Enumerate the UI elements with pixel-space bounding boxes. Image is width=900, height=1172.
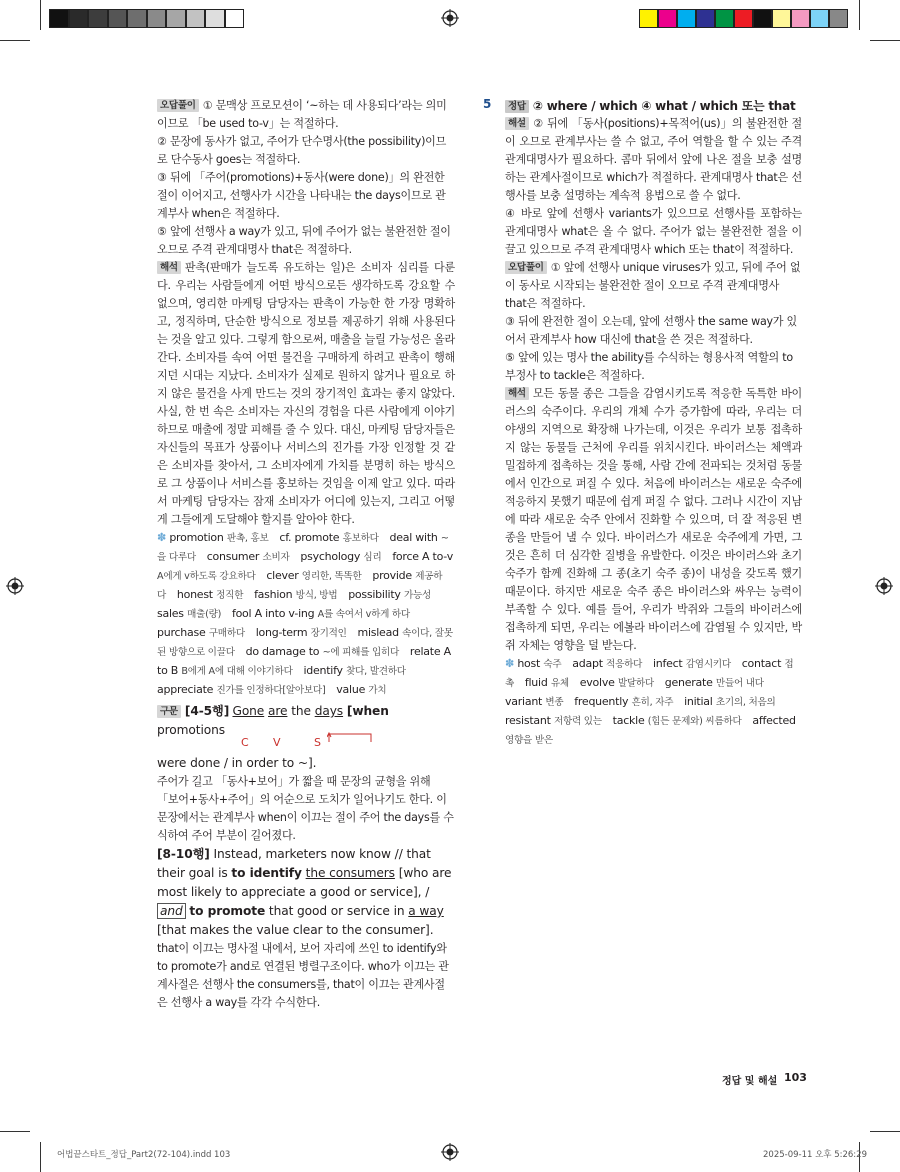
explanation-item: ③ 뒤에 완전한 절이 오는데, 앞에 선행사 the same way가 있어서 관계부사 how 대신에 that을 쓴 것은 적절하다. xyxy=(505,315,798,346)
grammar-explanation-2: that이 이끄는 명사절 내에서, 보어 자리에 쓰인 to identify와 to promote가 and로 연결된 병렬구조이다. who가 이끄는 관계사절은 선행사 the consumers를, that이 이끄는 관계사절은 선행사 a way를 각각 수식한다. xyxy=(157,942,449,1009)
gray-swatch xyxy=(186,9,206,28)
vocab-meaning: 찾다, 발견하다 xyxy=(346,666,406,677)
vocab-meaning: 접촉 xyxy=(505,659,794,689)
vocab-meaning: A를 속여서 v하게 하다 xyxy=(317,609,410,620)
vocab-meaning: 방식, 방법 xyxy=(295,590,338,601)
translation-tag: 해석 xyxy=(505,387,529,400)
translation-paragraph: 해석 판촉(판매가 늘도록 유도하는 일)은 소비자 심리를 다룬다. 우리는 사람들에게 어떤 방식으로든 생각하도록 강요할 수 없으며, 영리한 마케팅 담당자는 판촉이 가능한 한 가장 명확하고, 정직하며, 단순한 방식으로 정보를 제공하기 위해 사용된다는 것을 알고 있다. 그렇게 함으로써, 매출을 늘릴 가능성은 올라간다. 소비자를 속여 어떤 물건을 구매하게 하려고 판촉이 행해지던 시대는 지났다. 소비자가 실제로 원하지 않거나 필요로 하지 않은 물건을 사게 만드는 것의 장기적인 효과는 좋지 않았다. 사실, 한 번 속은 소비자는 자신의 경험을 다른 사람에게 이야기하므로 매출에 정말 피해를 줄 수 있다. 대신, 마케팅 담당자들은 자신들의 목표가 상품이나 서비스의 진가를 가장 인정할 것 같은 소비자를 찾아서, 그 소비자에게 가치를 분명히 하는 방식으로 그 상품이나 서비스를 홍보하는 것임을 이제 알고 있다. 따라서 마케팅 담당자는 잠재 소비자가 어디에 있는지, 그리고 어떻게 그들에게 도달해야 할지를 알아야 한다. xyxy=(157,261,455,526)
vocab-meaning: 가능성 xyxy=(403,590,431,601)
vocab-term: tackle xyxy=(612,714,645,727)
gray-swatch xyxy=(88,9,108,28)
gray-swatch xyxy=(166,9,186,28)
vocab-meaning: 매출(량) xyxy=(187,609,222,620)
vocab-term: contact xyxy=(741,657,782,670)
vocab-term: initial xyxy=(684,695,713,708)
vocab-meaning: 홍보하다 xyxy=(342,533,379,544)
vocab-meaning: 숙주 xyxy=(543,659,562,670)
vocab-meaning: 가치 xyxy=(368,685,387,696)
vocabulary-list xyxy=(157,529,455,700)
vocab-meaning: B에게 A에 대해 이야기하다 xyxy=(181,666,293,677)
gray-swatch xyxy=(147,9,167,28)
wrong-answer-note: 오답풀이 ① 문맥상 프로모션이 ‘~하는 데 사용되다’라는 의미이므로 「be used to-v」는 적절하다. xyxy=(157,99,447,130)
gray-swatch xyxy=(225,9,245,28)
vocab-meaning: 영리한, 똑똑한 xyxy=(301,571,362,582)
explanation-item: ⑤ 앞에 있는 명사 the ability를 수식하는 형용사적 역할의 to부정사 to tackle은 적절하다. xyxy=(505,351,793,382)
wrong-answer-tag: 오답풀이 xyxy=(505,261,547,274)
registration-mark-icon xyxy=(441,9,459,27)
timestamp: 2025-09-11 오후 5:26:29 xyxy=(763,1150,867,1160)
explanation-item: ② 문장에 동사가 없고, 주어가 단수명사(the possibility)이므로 단수동사 goes는 적절하다. xyxy=(157,135,447,166)
translation-tag: 해석 xyxy=(157,261,181,274)
vocab-term: sales xyxy=(157,607,184,620)
vocab-meaning: 정직한 xyxy=(216,590,244,601)
vocab-meaning: 구매하다 xyxy=(208,628,245,639)
vocab-meaning: 발달하다 xyxy=(617,678,654,689)
page-number: 103 xyxy=(784,1071,807,1084)
annotation-arrow-icon xyxy=(327,732,373,744)
vocab-term: frequently xyxy=(574,695,629,708)
vocab-meaning: 초기의, 처음의 xyxy=(715,697,776,708)
section-label: 정답 및 해설 xyxy=(722,1076,778,1087)
crop-mark xyxy=(0,40,30,41)
explanation-paragraph: 해설 ② 뒤에 「동사(positions)+목적어(us)」의 불완전한 절이 오므로 관계부사는 쓸 수 없고, 주어 역할을 할 수 있는 주격 관계대명사가 필요하다. 콤마 뒤에서 앞에 나온 절을 보충 설명하는 관계사절이므로 which가 적절하다. 관계대명사 that은 선행사를 보충 설명하는 계속적 용법으로 쓸 수 없다. xyxy=(505,117,802,202)
vocab-term: purchase xyxy=(157,626,206,639)
color-swatch xyxy=(753,9,772,28)
vocab-meaning: 소비자 xyxy=(262,552,290,563)
vocab-meaning: 감염시키다 xyxy=(685,659,731,670)
registration-mark-icon xyxy=(875,577,893,595)
vocab-star-icon: ✽ xyxy=(505,657,515,670)
vocab-term: appreciate xyxy=(157,683,214,696)
explanation-tag: 해설 xyxy=(505,117,529,130)
vocab-term: consumer xyxy=(206,550,260,563)
color-swatch xyxy=(658,9,677,28)
grammar-note-2: [8-10행] Instead, marketers now know // that their goal is to identify the consumers [who are most likely to appreciate a good or service], / and to promote that good or service in a way [that makes the value clear to the consumer]. xyxy=(157,847,452,937)
vocab-meaning: 만들어 내다 xyxy=(715,678,764,689)
vocab-term: honest xyxy=(176,588,213,601)
left-column xyxy=(157,97,455,1012)
cmyk-color-bar xyxy=(639,9,848,28)
color-swatch xyxy=(677,9,696,28)
vocab-term: possibility xyxy=(348,588,401,601)
vocab-meaning: A에게 v하도록 강요하다 xyxy=(157,571,256,582)
explanation-item: ⑤ 앞에 선행사 a way가 있고, 뒤에 주어가 없는 불완전한 절이 오므로 주격 관계대명사 that은 적절하다. xyxy=(157,225,451,256)
wrong-answer-note: 오답풀이 ① 앞에 선행사 unique viruses가 있고, 뒤에 주어 없이 동사로 시작되는 불완전한 절이 오므로 주격 관계대명사 that은 적절하다. xyxy=(505,261,801,310)
question-number: 5 xyxy=(483,97,492,111)
vocab-term: relate A to B xyxy=(157,645,451,677)
color-swatch xyxy=(715,9,734,28)
vocab-meaning: 유체 xyxy=(550,678,569,689)
vocab-term: promotion xyxy=(169,531,224,544)
crop-mark xyxy=(40,1142,41,1172)
vocab-term: generate xyxy=(664,676,713,689)
crop-mark xyxy=(870,40,900,41)
vocab-meaning: 판촉, 홍보 xyxy=(226,533,269,544)
crop-mark xyxy=(870,1131,900,1132)
vocab-term: evolve xyxy=(579,676,615,689)
vocab-term: force A to-v xyxy=(392,550,453,563)
grammar-word: the xyxy=(291,704,311,718)
color-swatch xyxy=(734,9,753,28)
gray-swatch xyxy=(69,9,89,28)
vocab-meaning: 영향을 받은 xyxy=(505,735,553,746)
explanation-item: ④ 바로 앞에 선행사 variants가 있으므로 선행사를 포함하는 관계대명사 what은 올 수 없다. 주어가 없는 불완전한 절을 이끌고 있으므로 주격 관계대명사 which 또는 that이 적절하다. xyxy=(505,207,802,256)
color-swatch xyxy=(810,9,829,28)
color-swatch xyxy=(829,9,848,28)
vocab-meaning: ~을 다루다 xyxy=(157,533,449,563)
color-swatch xyxy=(696,9,715,28)
vocab-term: provide xyxy=(372,569,412,582)
vocab-meaning: ~에 피해를 입히다 xyxy=(322,647,400,658)
vocab-term: do damage to xyxy=(245,645,320,658)
vocab-term: host xyxy=(517,657,541,670)
answer-tag: 정답 xyxy=(505,100,529,113)
vocab-term: affected xyxy=(752,714,796,727)
gray-swatch xyxy=(205,9,225,28)
grammar-sentence-cont: were done / in order to ~]. xyxy=(157,756,317,770)
vocab-term: long-term xyxy=(255,626,308,639)
answer-line: 정답 ② where / which ④ what / which 또는 that xyxy=(505,97,802,115)
vocab-term: fashion xyxy=(254,588,293,601)
color-swatch xyxy=(772,9,791,28)
vocab-term: cf. promote xyxy=(279,531,340,544)
grammar-annotation: C V S xyxy=(157,740,455,754)
translation-paragraph: 해석 모든 동물 종은 그들을 감염시키도록 적응한 독특한 바이러스의 숙주이다. 우리의 개체 수가 증가함에 따라, 우리는 더 야생의 지역으로 확장해 나가는데, 이것은 우리가 보통 접촉하지 않는 동물들 근처에 우리를 위치시킨다. 바이러스는 체액과 밀접하게 접촉하는 것을 통해, 사람 간에 전파되는 것처럼 동물에서 인간으로 퍼질 수 있다. 처음에 바이러스는 새로운 숙주에 적응하지 못했기 때문에 쉽게 퍼질 수 없다. 그러나 시간이 지남에 따라 새로운 숙주 안에서 진화할 수 있으며, 더 잘 적응된 변종을 만들어 낼 수 있다. 바이러스가 새로운 숙주에게 가면, 그것은 흔히 더 심각한 질병을 유발한다. 이것은 바이러스와 초기 숙주가 함께 진화해 그 종(초기 숙주 종)이 내성을 갖도록 했기 때문이다. 하지만 새로운 숙주 종은 바이러스와 싸우는 능력이 부족할 수 있다. 예를 들어, 우리가 박쥐와 그들의 바이러스에 접촉하게 되면, 우리는 에볼라 바이러스에 감염될 수 있지만, 박쥐 자체는 영향을 덜 받는다. xyxy=(505,387,802,652)
grammar-word: days xyxy=(314,704,344,718)
vocab-meaning: (힘든 문제와) 씨름하다 xyxy=(647,716,742,727)
color-swatch xyxy=(639,9,658,28)
vocab-term: value xyxy=(336,683,366,696)
vocab-meaning: 저항력 있는 xyxy=(553,716,602,727)
crop-mark xyxy=(40,0,41,30)
grammar-explanation: 주어가 길고 「동사+보어」가 짧을 때 문장의 균형을 위해 「보어+동사+주어」의 어순으로 도치가 일어나기도 한다. 이 문장에서는 관계부사 when이 이끄는 절이 주어 the days를 수식하여 주어 부분이 길어졌다. xyxy=(157,775,454,842)
vocab-meaning: 제공하다 xyxy=(157,571,443,601)
crop-mark xyxy=(0,1131,30,1132)
vocab-term: psychology xyxy=(300,550,361,563)
registration-mark-icon xyxy=(6,577,24,595)
vocab-meaning: 장기적인 xyxy=(310,628,347,639)
grammar-tag: 구문 xyxy=(157,705,181,718)
grammar-word: [when xyxy=(346,704,389,718)
vocab-term: fool A into v-ing xyxy=(231,607,315,620)
grammar-word: Gone xyxy=(232,704,265,718)
vocab-meaning: 흔히, 자주 xyxy=(631,697,674,708)
file-name: 어법끝스타트_정답_Part2(72-104).indd 103 xyxy=(57,1150,231,1160)
crop-mark xyxy=(859,0,860,30)
right-column xyxy=(505,97,802,750)
vocab-term: variant xyxy=(505,695,543,708)
vocab-term: resistant xyxy=(505,714,551,727)
grammar-word: promotions xyxy=(157,723,225,737)
vocab-term: identify xyxy=(303,664,343,677)
vocab-meaning: 속이다, 잘못된 방향으로 이끌다 xyxy=(157,628,453,658)
vocab-meaning: 적응하다 xyxy=(606,659,643,670)
vocabulary-list xyxy=(505,655,802,750)
color-swatch xyxy=(791,9,810,28)
wrong-answer-tag: 오답풀이 xyxy=(157,99,199,112)
vocab-star-icon: ✽ xyxy=(157,531,167,544)
vocab-term: adapt xyxy=(572,657,603,670)
vocab-term: deal with xyxy=(389,531,438,544)
vocab-term: clever xyxy=(266,569,299,582)
explanation-item: ③ 뒤에 「주어(promotions)+동사(were done)」의 완전한 절이 이어지고, 선행사가 시간을 나타내는 the days이므로 관계부사 when은 적절하다. xyxy=(157,171,446,220)
vocab-term: infect xyxy=(652,657,683,670)
grammar-note: 구문 [4-5행] Gone are the days [when promotions xyxy=(157,704,389,737)
grayscale-color-bar xyxy=(49,9,244,28)
grammar-word: are xyxy=(268,704,288,718)
gray-swatch xyxy=(49,9,69,28)
vocab-meaning: 심리 xyxy=(363,552,382,563)
vocab-meaning: 진가를 인정하다[알아보다] xyxy=(216,685,326,696)
registration-mark-icon xyxy=(441,1143,459,1161)
gray-swatch xyxy=(127,9,147,28)
vocab-meaning: 변종 xyxy=(545,697,564,708)
vocab-term: fluid xyxy=(524,676,548,689)
gray-swatch xyxy=(108,9,128,28)
vocab-term: mislead xyxy=(357,626,399,639)
